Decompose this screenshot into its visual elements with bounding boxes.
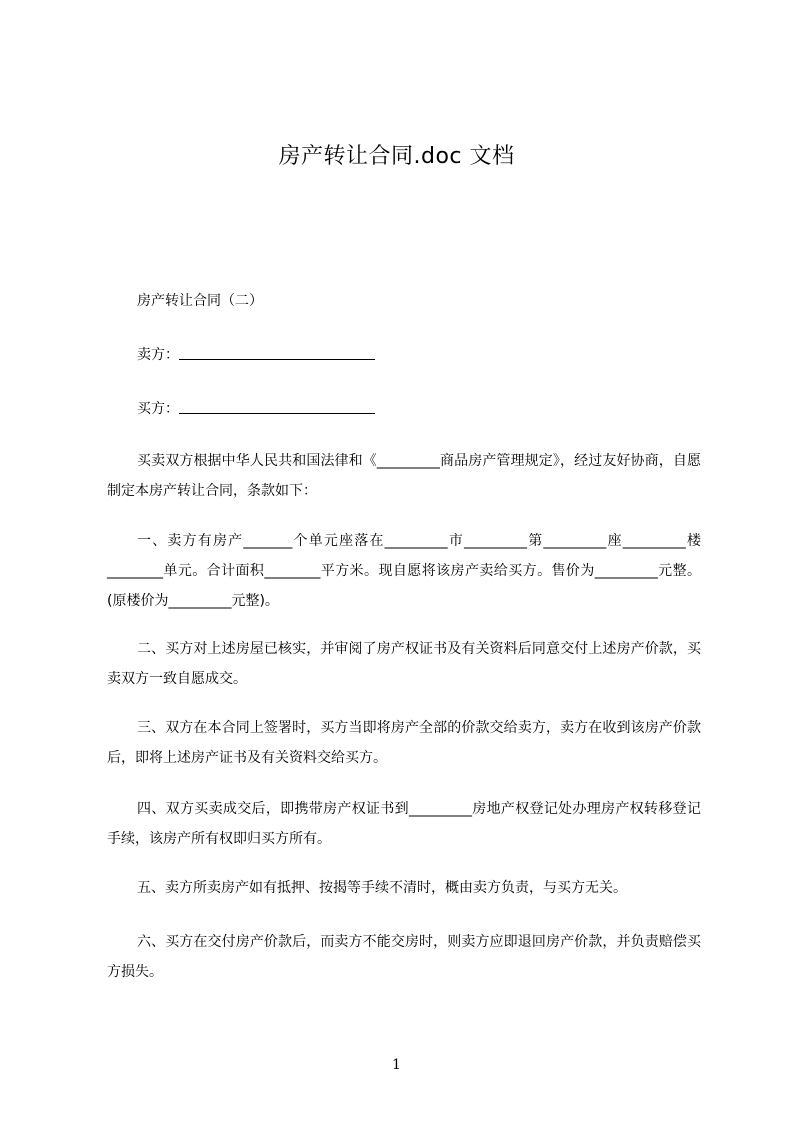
clause-4: 四、双方买卖成交后，即携带房产权证书到_________房地产权登记处办理房产权转移登记手续，该房产所有权即归买方所有。 — [107, 801, 701, 847]
seller-label: 卖方： — [137, 347, 179, 363]
clause-1: 一、卖方有房产_______个单元座落在_________市_________第_________座_________楼________单元。合计面积________平方米。现自愿将该房产卖给买方。售价为_________元整。(原楼价为_________元整)。 — [107, 533, 701, 609]
contract-subtitle: 房产转让合同（二） — [137, 293, 263, 309]
clause-5: 五、卖方所卖房产如有抵押、按揭等手续不清时，概由卖方负责，与买方无关。 — [137, 880, 627, 896]
clause-3: 三、双方在本合同上签署时，买方当即将房产全部的价款交给卖方，卖方在收到该房产价款后，即将上述房产证书及有关资料交给买方。 — [107, 720, 701, 766]
clause-2: 二、买方对上述房屋已核实，并审阅了房产权证书及有关资料后同意交付上述房产价款，买卖双方一致自愿成交。 — [107, 641, 701, 687]
seller-line — [137, 340, 375, 370]
clause-6: 六、买方在交付房产价款后，而卖方不能交房时，则卖方应即退回房产价款，并负责赔偿买方损失。 — [107, 934, 701, 980]
document-title: 房产转让合同.doc 文档 — [278, 144, 515, 169]
buyer-label: 买方： — [137, 401, 179, 417]
buyer-blank — [179, 398, 375, 414]
page-number: 1 — [392, 1057, 401, 1073]
intro-paragraph: 买卖双方根据中华人民共和国法律和《_________商品房产管理规定》，经过友好协商，自愿制定本房产转让合同，条款如下： — [107, 453, 701, 499]
seller-blank — [179, 344, 375, 360]
buyer-line — [137, 394, 375, 424]
